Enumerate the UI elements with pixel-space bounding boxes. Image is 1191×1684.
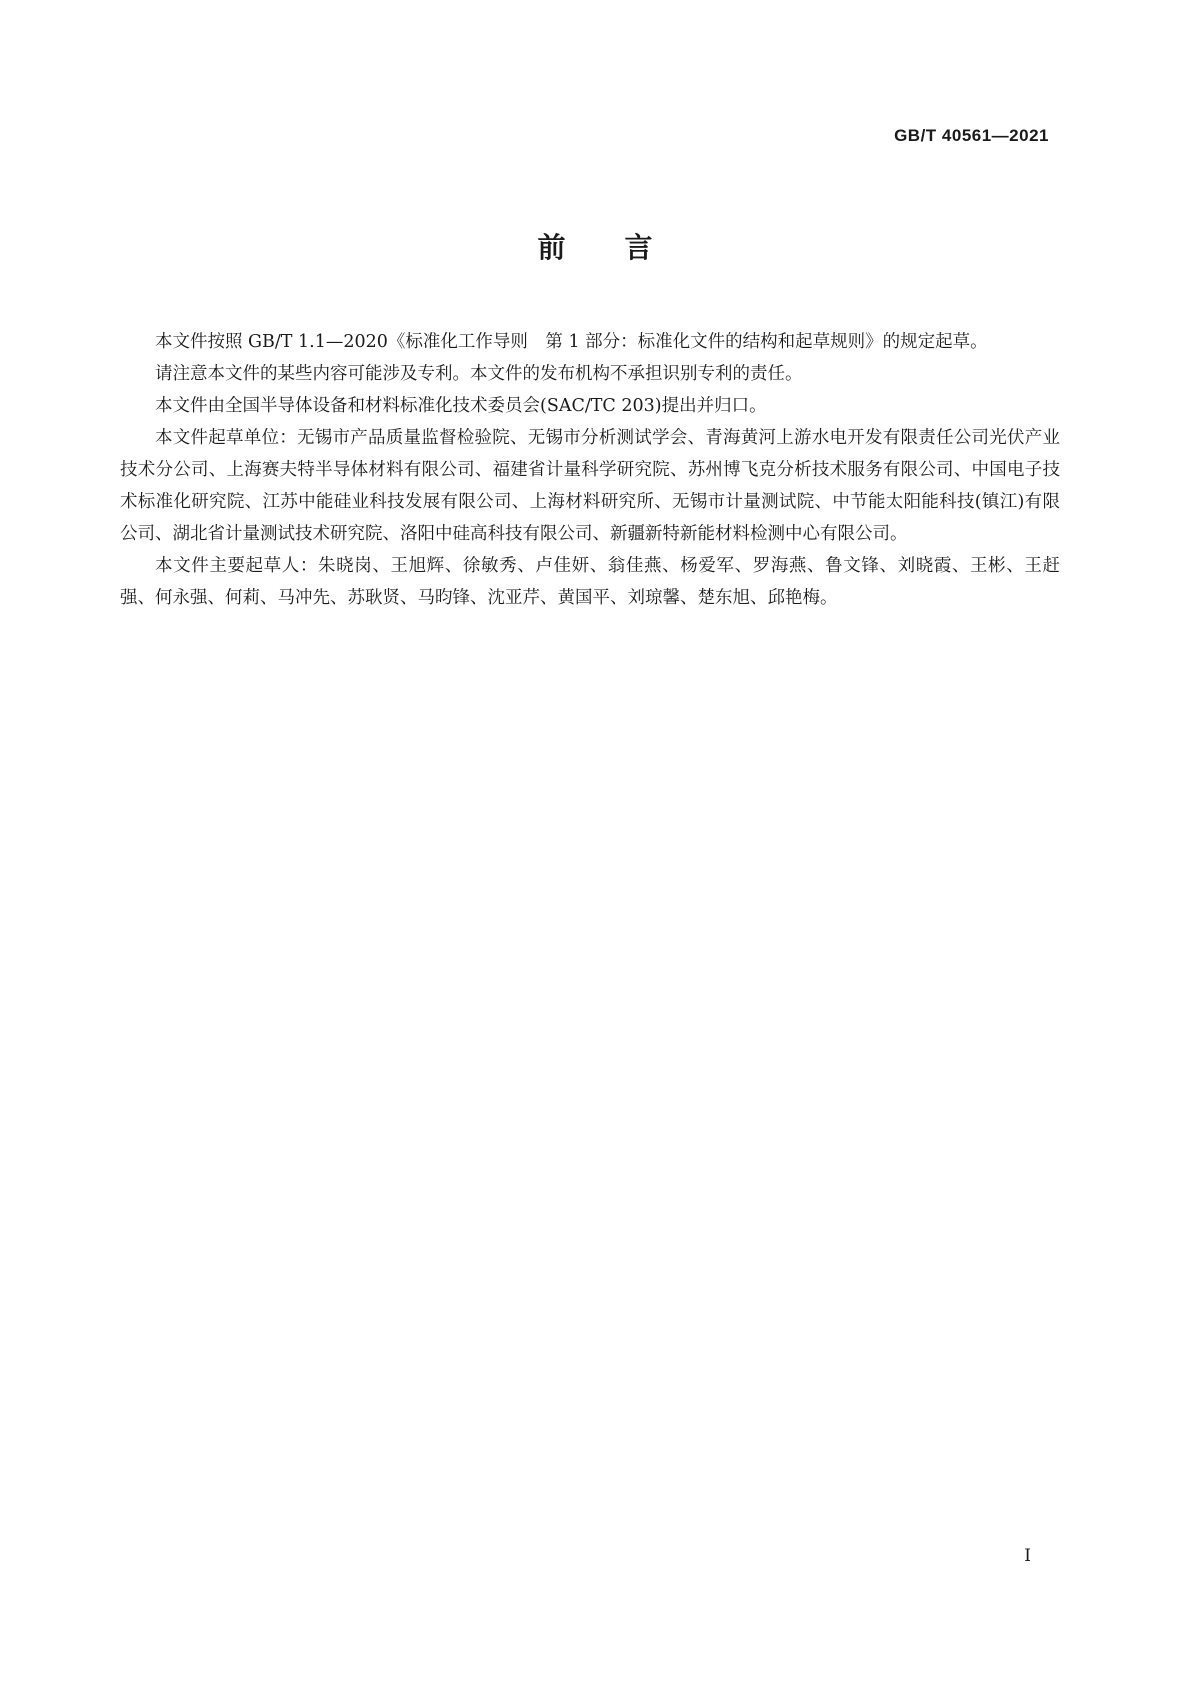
title-char-1: 前 [537,231,567,264]
page-number: I [1024,1546,1031,1566]
paragraph-patent-notice: 请注意本文件的某些内容可能涉及专利。本文件的发布机构不承担识别专利的责任。 [155,364,803,384]
foreword-body [120,326,1060,614]
paragraph-drafting-rules: 本文件按照 GB/T 1.1—2020《标准化工作导则 第 1 部分：标准化文件的结构和起草规则》的规定起草。 [155,332,988,352]
page-title [0,226,1191,266]
paragraph-proposer: 本文件由全国半导体设备和材料标准化技术委员会(SAC/TC 203)提出并归口。 [155,396,767,416]
title-char-2: 言 [624,231,654,264]
paragraph-drafting-units: 本文件起草单位：无锡市产品质量监督检验院、无锡市分析测试学会、青海黄河上游水电开发有限责任公司光伏产业技术分公司、上海赛夫特半导体材料有限公司、福建省计量科学研究院、苏州博飞克分析技术服务有限公司、中国电子技术标准化研究院、江苏中能硅业科技发展有限公司、上海材料研究所、无锡市计量测试院、中节能太阳能科技(镇江)有限公司、湖北省计量测试技术研究院、洛阳中硅高科技有限公司、新疆新特新能材料检测中心有限公司。 [120,428,1060,544]
document-number: GB/T 40561—2021 [894,126,1049,145]
paragraph-drafters: 本文件主要起草人：朱晓岗、王旭辉、徐敏秀、卢佳妍、翁佳燕、杨爱军、罗海燕、鲁文锋、刘晓霞、王彬、王赶强、何永强、何莉、马冲先、苏耿贤、马昀锋、沈亚芹、黄国平、刘琼馨、楚东旭、邱艳梅。 [120,556,1060,608]
